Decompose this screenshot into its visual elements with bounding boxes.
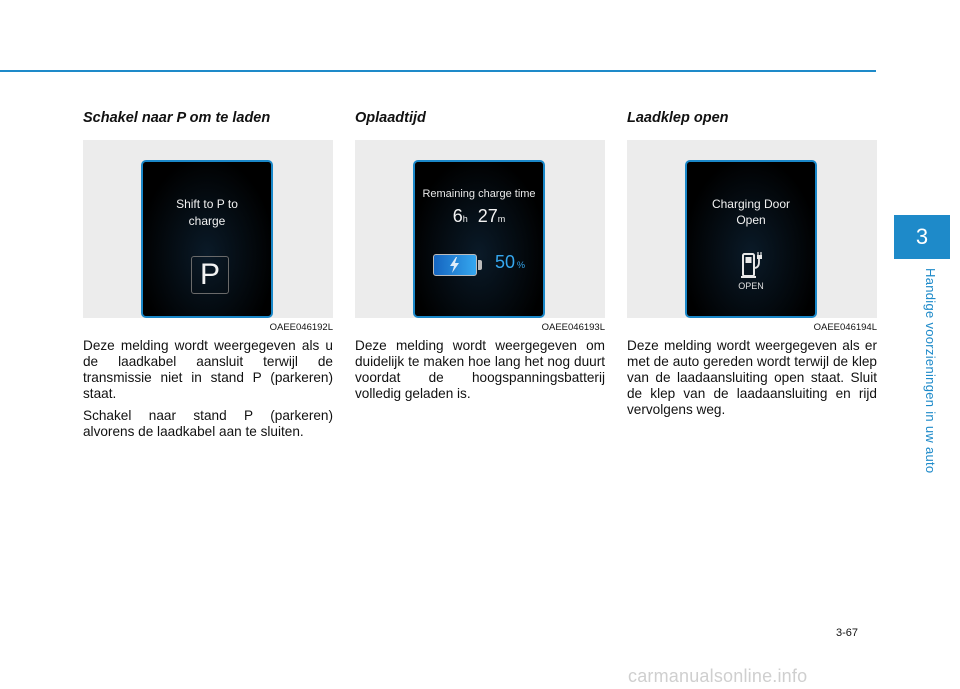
charging-bolt-icon: [446, 256, 464, 274]
cluster-display: [141, 160, 273, 318]
percent-unit: %: [517, 260, 526, 270]
display-message-line2: charge: [188, 214, 226, 228]
figure-charge-time: [355, 140, 605, 333]
chapter-number: 3: [915, 224, 929, 249]
charging-plug-icon: [737, 250, 771, 280]
section-heading: Schakel naar P om te laden: [83, 110, 271, 126]
battery-cap: [478, 260, 482, 270]
figure-shift-to-p: [83, 140, 333, 333]
percent-value: 50: [495, 252, 516, 272]
section-charge-door-open: [627, 110, 877, 418]
paragraph: Deze melding wordt weergegeven om duidelijk te maken hoe lang het nog duurt voordat de hoogspanningsbatterij volledig geladen is.: [355, 338, 605, 401]
door-status-label: OPEN: [738, 281, 764, 291]
figure-code: OAEE046194L: [813, 322, 877, 333]
section-body: [83, 338, 333, 440]
display-message-line2: Open: [736, 213, 766, 227]
page-number: 3-67: [836, 627, 859, 639]
battery-icon: [433, 254, 477, 276]
remaining-charge-label: Remaining charge time: [422, 188, 536, 200]
display-message-line1: Shift to P to: [176, 197, 238, 211]
section-body: [627, 338, 877, 418]
figure-code: OAEE046193L: [541, 322, 605, 333]
minutes-unit: m: [497, 214, 506, 224]
paragraph: Deze melding wordt weergegeven als u de laadkabel aansluit terwijl de transmissie niet in stand P (parkeren) staat.: [83, 338, 333, 401]
cluster-display: [413, 160, 545, 318]
figure-code: OAEE046192L: [269, 322, 333, 333]
section-heading: Laadklep open: [627, 110, 729, 126]
section-charge-time: [355, 110, 605, 402]
section-heading: Oplaadtijd: [355, 110, 426, 126]
minutes-value: 27: [477, 206, 498, 226]
hours-unit: h: [462, 214, 468, 224]
watermark: carmanualsonline.info: [628, 666, 808, 686]
cluster-display: [685, 160, 817, 318]
section-body: [355, 338, 605, 402]
park-gear-icon: P: [191, 256, 229, 294]
battery-percent: [495, 252, 525, 273]
header-rule: [0, 70, 876, 72]
chapter-title: Handige voorzieningen in uw auto: [923, 268, 938, 474]
display-message-line1: Charging Door: [711, 197, 791, 211]
section-shift-to-p: [83, 110, 333, 440]
chapter-side-title: [922, 268, 942, 478]
chapter-tab: [894, 215, 950, 259]
hours-value: 6: [452, 206, 463, 226]
paragraph: Deze melding wordt weergegeven als er met de auto gereden wordt terwijl de klep van de laadaansluiting open staat. Sluit de klep van de laadaansluiting en rijd vervolgens weg.: [627, 338, 877, 417]
paragraph: Schakel naar stand P (parkeren) alvorens de laadkabel aan te sluiten.: [83, 408, 333, 439]
figure-charge-door: [627, 140, 877, 333]
remaining-time: [415, 206, 543, 227]
